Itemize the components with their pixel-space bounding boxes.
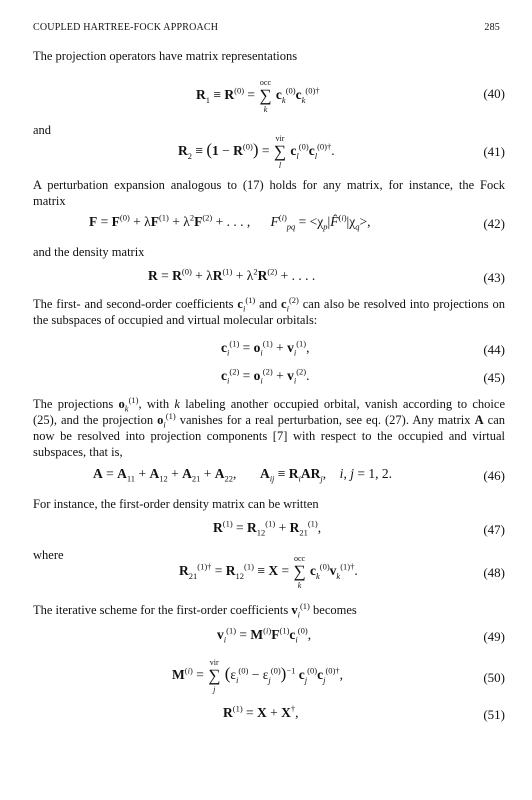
equation-number-41: (41) <box>483 144 505 159</box>
paragraph-3: A perturbation expansion analogous to (17) holds for any matrix, for instance, the Fock matrix <box>33 178 505 208</box>
equation-41: $R_2 \equiv (1 - R^{(0)})$ = vir ∑ l $c_l^{(0)}c_l^{(0)\dagger}$. (41) <box>178 134 505 170</box>
equation-48: $R_{21}^{(1)\dagger} = R_{12}^{(1)} \equiv X$ = occ ∑ k $c_k^{(0)}v_k^{(1)\dagger}$. (48) <box>179 554 505 590</box>
equation-49: $v_i^{(1)} = M^{(i)}F^{(1)}c_i^{(0)}$, (49) <box>217 625 505 645</box>
equation-51: $R^{(1)} = X + X^\dagger$, (51) <box>223 703 505 722</box>
paragraph-8: where <box>33 548 64 562</box>
paragraph-1: The projection operators have matrix representations <box>33 49 298 63</box>
equation-50: $M^{(i)}$ = vir ∑ j $(\varepsilon_i^{(0)} - \varepsilon_j^{(0)})^{-1}$ $c_j^{(0)}c_j^{(0)\dagger}$, (50) <box>172 658 505 694</box>
equation-43: $R = R^{(0)} + \lambda R^{(1)} + \lambda^2R^{(2)}$ + . . . . (43) <box>148 266 505 285</box>
paragraph-7: For instance, the first-order density matrix can be written <box>33 497 319 511</box>
equation-number-40: (40) <box>483 86 505 101</box>
paragraph-2: and <box>33 123 52 137</box>
paragraph-9: The iterative scheme for the first-order coefficients $v_i^{(1)}$ becomes <box>33 600 357 620</box>
equation-number-50: (50) <box>483 670 505 685</box>
paragraph-6: The projections $o_k^{(1)}$, with k labeling another occupied orbital, vanish according to choice (25), and the projection $o_i^{(1)}$ vanishes for a real perturbation, see eq. (27). Any matrix A can now be resolved into projection components [7] with respect to the occupied and virtual subspaces, that is, <box>33 394 506 459</box>
equation-45: $c_i^{(2)} = o_i^{(2)} + v_i^{(2)}$. (45) <box>221 366 505 386</box>
paragraph-4: and the density matrix <box>33 245 145 259</box>
equation-44: $c_i^{(1)} = o_i^{(1)} + v_i^{(1)}$, (44) <box>221 338 505 358</box>
paragraph-5: The first- and second-order coefficients $c_i^{(1)}$ and $c_i^{(2)}$ can also be resolved into projections on the subspaces of occupied and virtual molecular orbitals: <box>33 294 505 327</box>
equation-42: $F = F^{(0)} + \lambda F^{(1)} + \lambda^2F^{(2)}$ + . . . , $F^{(i)}_{pq}$ = $<\chi_p|F̂^{(i)}|\chi_q>$, (42) <box>89 212 505 232</box>
equation-number-43: (43) <box>483 270 505 285</box>
equation-number-48: (48) <box>483 565 505 580</box>
equation-number-51: (51) <box>483 707 505 722</box>
equation-number-49: (49) <box>483 629 505 644</box>
page-number: 285 <box>484 22 500 33</box>
equation-47: $R^{(1)} = R_{12}^{(1)} + R_{21}^{(1)}$, (47) <box>213 518 505 538</box>
equation-number-42: (42) <box>483 216 505 231</box>
equation-number-47: (47) <box>483 522 505 537</box>
running-header: COUPLED HARTREE-FOCK APPROACH <box>33 22 219 33</box>
equation-number-44: (44) <box>483 342 505 357</box>
equation-number-46: (46) <box>483 468 505 483</box>
equation-number-45: (45) <box>483 370 505 385</box>
equation-46: $A = A_{11} + A_{12} + A_{21} + A_{22}$, $A_{ij} \equiv R_iAR_j$, i, j = 1, 2. (46) <box>93 466 505 484</box>
equation-40: $R_1 \equiv R^{(0)}$ = occ ∑ k $c_k^{(0)}c_k^{(0)\dagger}$ (40) <box>196 78 505 114</box>
